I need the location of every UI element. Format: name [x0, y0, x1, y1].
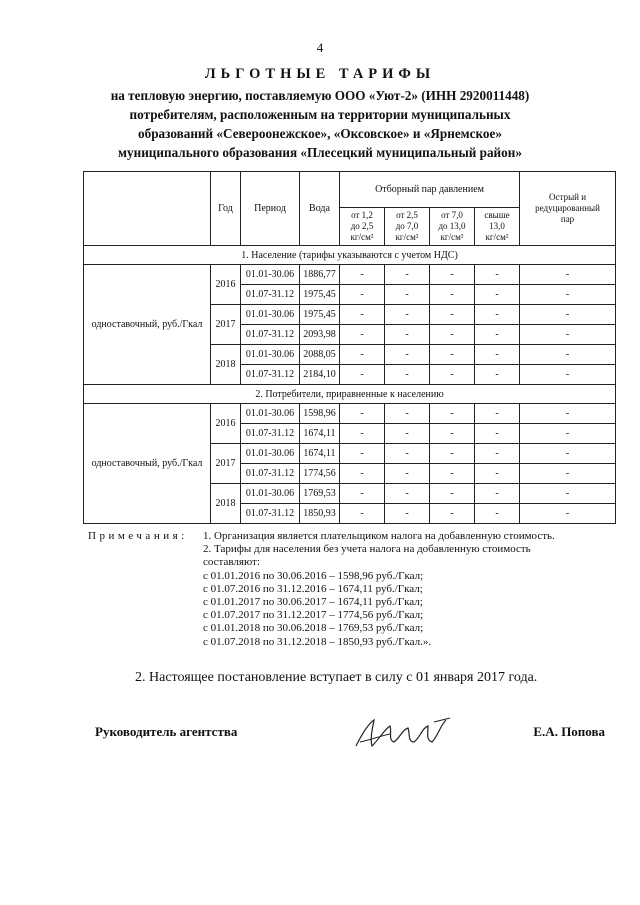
- subtitle-line: на тепловую энергию, поставляемую ООО «Уют-2» (ИНН 2920011448): [110, 88, 530, 103]
- header-line: свыше: [484, 210, 510, 220]
- notes-label: Примечания:: [88, 530, 188, 542]
- dash-cell: -: [475, 305, 520, 325]
- water-tariff-cell: 1850,93: [300, 504, 340, 524]
- note-line: с 01.07.2016 по 31.12.2016 – 1674,11 руб./Гкал;: [203, 582, 423, 595]
- handwritten-signature: [350, 712, 460, 754]
- dash-cell: -: [385, 464, 430, 484]
- period-cell: 01.01-30.06: [241, 484, 300, 504]
- dash-cell: -: [475, 464, 520, 484]
- header-steam-group: Отборный пар давлением: [340, 172, 520, 208]
- header-steam-col-4: [475, 208, 520, 246]
- dash-cell: -: [340, 285, 385, 305]
- year-cell: 2016: [211, 404, 241, 444]
- dash-cell: -: [385, 365, 430, 385]
- note-line: 2. Тарифы для населения без учета налога на добавленную стоимость: [203, 543, 531, 556]
- dash-cell: -: [340, 484, 385, 504]
- row-label: одноставочный, руб./Гкал: [84, 265, 211, 385]
- water-tariff-cell: 1674,11: [300, 444, 340, 464]
- dash-cell: -: [340, 404, 385, 424]
- period-cell: 01.01-30.06: [241, 444, 300, 464]
- dash-cell: -: [385, 404, 430, 424]
- dash-cell: -: [475, 365, 520, 385]
- dash-cell: -: [385, 504, 430, 524]
- notes-body: [203, 530, 613, 649]
- dash-cell: -: [520, 285, 616, 305]
- dash-cell: -: [520, 504, 616, 524]
- dash-cell: -: [340, 305, 385, 325]
- header-steam-col-2: [385, 208, 430, 246]
- header-sharp-steam: [520, 172, 616, 246]
- dash-cell: -: [430, 345, 475, 365]
- header-line: кг/см²: [350, 232, 374, 242]
- signatory-name: Е.А. Попова: [533, 724, 605, 739]
- water-tariff-cell: 1886,77: [300, 265, 340, 285]
- dash-cell: -: [430, 365, 475, 385]
- dash-cell: -: [385, 484, 430, 504]
- period-cell: 01.07-31.12: [241, 464, 300, 484]
- dash-cell: -: [520, 424, 616, 444]
- year-cell: 2016: [211, 265, 241, 305]
- header-sharp-line: пар: [560, 214, 575, 224]
- dash-cell: -: [430, 464, 475, 484]
- dash-cell: -: [430, 504, 475, 524]
- water-tariff-cell: 1598,96: [300, 404, 340, 424]
- period-cell: 01.07-31.12: [241, 424, 300, 444]
- water-tariff-cell: 2093,98: [300, 325, 340, 345]
- header-line: до 2,5: [350, 221, 374, 231]
- subtitle-line: потребителям, расположенным на территории муниципальных: [129, 107, 511, 122]
- dash-cell: -: [475, 265, 520, 285]
- dash-cell: -: [340, 504, 385, 524]
- signatory-role: Руководитель агентства: [95, 724, 238, 739]
- dash-cell: -: [340, 464, 385, 484]
- period-cell: 01.07-31.12: [241, 325, 300, 345]
- dash-cell: -: [385, 265, 430, 285]
- header-row: [84, 172, 616, 208]
- dash-cell: -: [430, 404, 475, 424]
- header-sharp-line: редуцированный: [535, 203, 600, 213]
- header-line: 13,0: [489, 221, 505, 231]
- water-tariff-cell: 1975,45: [300, 285, 340, 305]
- dash-cell: -: [385, 305, 430, 325]
- table-row: [84, 265, 616, 285]
- dash-cell: -: [430, 484, 475, 504]
- subtitle-line: муниципального образования «Плесецкий муниципальный район»: [118, 145, 522, 160]
- dash-cell: -: [340, 345, 385, 365]
- dash-cell: -: [340, 424, 385, 444]
- year-cell: 2018: [211, 484, 241, 524]
- dash-cell: -: [430, 444, 475, 464]
- dash-cell: -: [475, 424, 520, 444]
- dash-cell: -: [385, 444, 430, 464]
- dash-cell: -: [520, 345, 616, 365]
- water-tariff-cell: 1769,53: [300, 484, 340, 504]
- dash-cell: -: [340, 265, 385, 285]
- header-steam-col-1: [340, 208, 385, 246]
- period-cell: 01.01-30.06: [241, 345, 300, 365]
- document-subtitle: [40, 86, 600, 162]
- header-sharp-line: Острый и: [549, 192, 587, 202]
- dash-cell: -: [385, 345, 430, 365]
- dash-cell: -: [520, 464, 616, 484]
- section-title-row: [84, 385, 616, 404]
- dash-cell: -: [475, 404, 520, 424]
- dash-cell: -: [430, 285, 475, 305]
- dash-cell: -: [475, 484, 520, 504]
- header-line: до 13,0: [438, 221, 466, 231]
- period-cell: 01.01-30.06: [241, 265, 300, 285]
- header-water: Вода: [300, 172, 340, 246]
- dash-cell: -: [520, 365, 616, 385]
- dash-cell: -: [430, 305, 475, 325]
- dash-cell: -: [385, 285, 430, 305]
- header-steam-col-3: [430, 208, 475, 246]
- water-tariff-cell: 1774,56: [300, 464, 340, 484]
- header-period: Период: [241, 172, 300, 246]
- section-title: 1. Население (тарифы указываются с учетом НДС): [84, 246, 616, 265]
- header-line: от 7,0: [441, 210, 463, 220]
- header-line: кг/см²: [440, 232, 464, 242]
- period-cell: 01.07-31.12: [241, 285, 300, 305]
- dash-cell: -: [340, 365, 385, 385]
- water-tariff-cell: 1674,11: [300, 424, 340, 444]
- dash-cell: -: [385, 325, 430, 345]
- dash-cell: -: [385, 424, 430, 444]
- header-blank-cell: [84, 172, 211, 246]
- header-line: кг/см²: [485, 232, 509, 242]
- dash-cell: -: [475, 504, 520, 524]
- dash-cell: -: [430, 325, 475, 345]
- dash-cell: -: [520, 305, 616, 325]
- period-cell: 01.07-31.12: [241, 365, 300, 385]
- section-title: 2. Потребители, приравненные к населению: [84, 385, 616, 404]
- dash-cell: -: [520, 325, 616, 345]
- row-label: одноставочный, руб./Гкал: [84, 404, 211, 524]
- header-year: Год: [211, 172, 241, 246]
- subtitle-line: образований «Североонежское», «Оксовское» и «Ярнемское»: [138, 126, 502, 141]
- section-title-row: [84, 246, 616, 265]
- dash-cell: -: [520, 404, 616, 424]
- note-line: с 01.07.2018 по 31.12.2018 – 1850,93 руб./Гкал.».: [203, 635, 432, 648]
- note-line: с 01.01.2018 по 30.06.2018 – 1769,53 руб./Гкал;: [203, 622, 424, 635]
- note-line: составляют:: [203, 556, 260, 569]
- header-line: от 2,5: [396, 210, 418, 220]
- dash-cell: -: [340, 444, 385, 464]
- dash-cell: -: [475, 325, 520, 345]
- dash-cell: -: [475, 444, 520, 464]
- note-line: с 01.01.2017 по 30.06.2017 – 1674,11 руб./Гкал;: [203, 596, 423, 609]
- header-line: до 7,0: [395, 221, 419, 231]
- dash-cell: -: [430, 265, 475, 285]
- water-tariff-cell: 2184,10: [300, 365, 340, 385]
- signature-row: [95, 720, 605, 760]
- page-number: 4: [316, 40, 324, 55]
- period-cell: 01.07-31.12: [241, 504, 300, 524]
- year-cell: 2017: [211, 305, 241, 345]
- dash-cell: -: [520, 444, 616, 464]
- dash-cell: -: [475, 345, 520, 365]
- dash-cell: -: [340, 325, 385, 345]
- period-cell: 01.01-30.06: [241, 305, 300, 325]
- decree-text: 2. Настоящее постановление вступает в силу с 01 января 2017 года.: [135, 670, 538, 685]
- header-line: от 1,2: [351, 210, 373, 220]
- dash-cell: -: [520, 265, 616, 285]
- water-tariff-cell: 1975,45: [300, 305, 340, 325]
- dash-cell: -: [430, 424, 475, 444]
- year-cell: 2017: [211, 444, 241, 484]
- note-line: с 01.01.2016 по 30.06.2016 – 1598,96 руб./Гкал;: [203, 569, 424, 582]
- note-line: 1. Организация является плательщиком налога на добавленную стоимость.: [203, 530, 555, 542]
- table-row: [84, 404, 616, 424]
- year-cell: 2018: [211, 345, 241, 385]
- dash-cell: -: [520, 484, 616, 504]
- note-line: с 01.07.2017 по 31.12.2017 – 1774,56 руб./Гкал;: [203, 609, 424, 622]
- header-line: кг/см²: [395, 232, 419, 242]
- period-cell: 01.01-30.06: [241, 404, 300, 424]
- water-tariff-cell: 2088,05: [300, 345, 340, 365]
- tariff-table: [83, 171, 616, 524]
- dash-cell: -: [475, 285, 520, 305]
- document-title: ЛЬГОТНЫЕ ТАРИФЫ: [204, 66, 436, 82]
